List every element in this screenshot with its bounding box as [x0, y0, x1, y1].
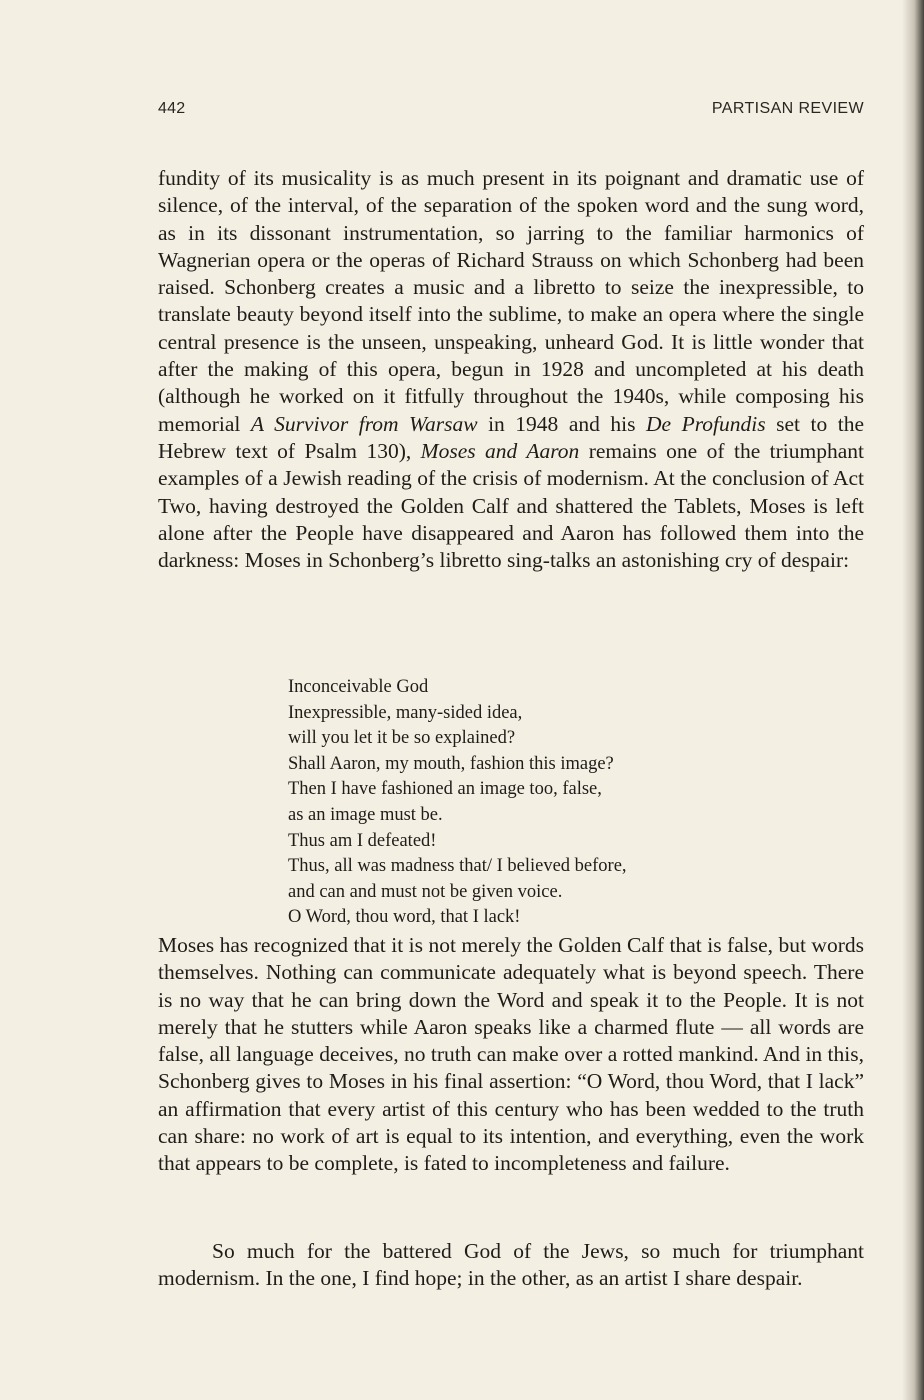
paragraph-3: So much for the battered God of the Jews, so much for triumphant modernism. In the one, I find hope; in the other, as an artist I share despair.: [158, 1239, 864, 1291]
quote-line: Shall Aaron, my mouth, fashion this image?: [288, 753, 614, 774]
paragraph-1-text-b: in 1948 and his: [477, 411, 646, 436]
quote-line: O Word, thou word, that I lack!: [288, 907, 521, 928]
quote-line: will you let it be so explained?: [288, 728, 516, 749]
running-head: [158, 100, 864, 126]
quote-line: and can and must not be given voice.: [288, 881, 563, 902]
quote-line: Inconceivable God: [288, 677, 429, 697]
quote-line: as an image must be.: [288, 804, 443, 825]
quote-line: Then I have fashioned an image too, false,: [288, 779, 602, 800]
paragraph-1: [158, 165, 864, 574]
libretto-quote: [288, 675, 627, 931]
journal-title: PARTISAN REVIEW: [711, 100, 864, 117]
quote-line: Thus am I defeated!: [288, 830, 437, 851]
quote-line: Inexpressible, many-sided idea,: [288, 702, 523, 723]
paragraph-1-text-a: fundity of its musicality is as much present in its poignant and dramatic use of silence, of the interval, of the separation of the spoken word and the sung word, as in its dissonant instrumentation, so jarring to the familiar harmonics of Wagnerian opera or the operas of Richard Strauss on which Schonberg had been raised. Schonberg creates a music and a libretto to seize the inexpressible, to translate beauty beyond itself into the sublime, to make an opera where the single central presence is the unseen, unspeaking, unheard God. It is little wonder that after the making of this opera, begun in 1928 and uncompleted at his death (although he worked on it fitfully throughout the 1940s, while composing his memorial: [158, 166, 864, 436]
paragraph-1-text-d: remains one of the triumphant examples of a Jewish reading of the crisis of modernism. At the conclusion of Act Two, having destroyed the Golden Calf and shattered the Tablets, Moses is left alone after the People have disappeared and Aaron has followed them into the darkness: Moses in Schonberg’s libretto sing-talks an astonishing cry of despair:: [158, 438, 865, 573]
page-edge-shadow: [902, 0, 924, 1400]
work-title-moses-and-aaron: Moses and Aaron: [420, 438, 580, 463]
paragraph-1-text-c: set to the Hebrew text of Psalm 130),: [158, 411, 865, 463]
page-number: 442: [158, 100, 186, 117]
quote-line: Thus, all was madness that/ I believed before,: [288, 856, 627, 877]
work-title-survivor: A Survivor from Warsaw: [250, 411, 478, 436]
work-title-de-profundis: De Profundis: [645, 411, 766, 436]
paragraph-2: Moses has recognized that it is not merely the Golden Calf that is false, but words themselves. Nothing can communicate adequately what is beyond speech. There is no way that he can bring down the Word and speak it to the People. It is not merely that he stutters while Aaron speaks like a charmed flute — all words are false, all language deceives, no truth can make over a rotted mankind. And in this, Schonberg gives to Moses in his final assertion: “O Word, thou Word, that I lack” an affirmation that every artist of this century who has been wedded to the truth can share: no work of art is equal to its intention, and everything, even the work that appears to be complete, is fated to incompleteness and failure.: [158, 933, 864, 1176]
